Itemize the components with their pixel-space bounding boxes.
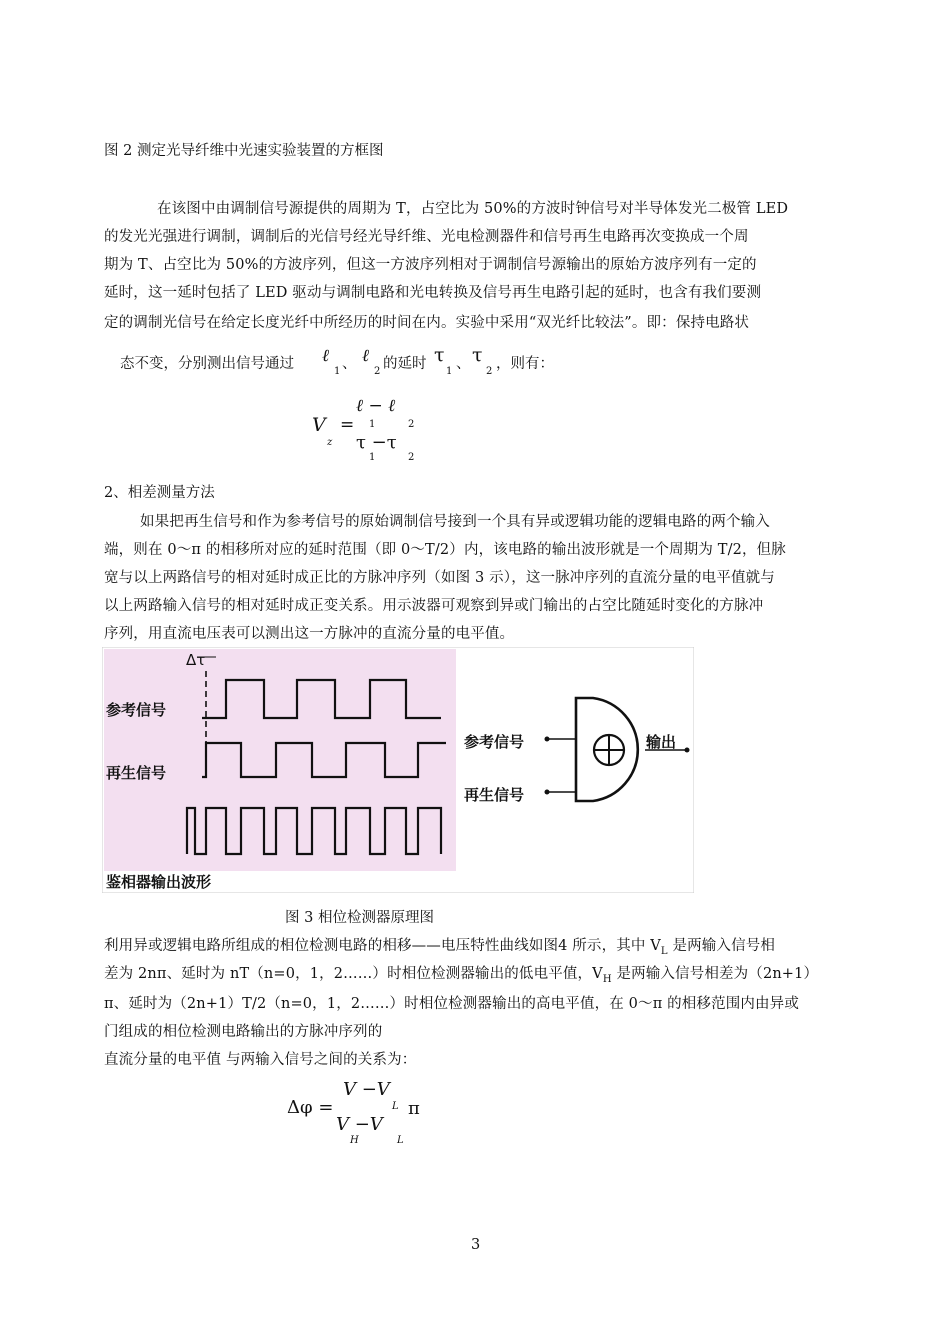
gate-input-regen-dot: [545, 790, 550, 795]
formula1-num-sub2: 2: [408, 419, 415, 430]
l2-symbol: ℓ: [362, 346, 370, 366]
tau2-symbol: τ: [472, 344, 483, 366]
l1-symbol: ℓ: [322, 346, 330, 366]
page-number: 3: [471, 1237, 481, 1253]
para3-vh-sub: H: [602, 973, 612, 985]
para3-line-1: [104, 934, 775, 957]
section-2-title: 2、相差测量方法: [104, 485, 215, 501]
para2-line-5: 序列，用直流电压表可以测出这一方脉冲的直流分量的电平值。: [104, 626, 515, 642]
para1-last-prefix: 态不变，分别测出信号通过: [120, 356, 294, 372]
tau1-subscript: 1: [446, 366, 453, 377]
formula1-denominator: τ −τ: [356, 432, 397, 453]
gate-reference-label: 参考信号: [464, 733, 525, 751]
formula1-eq: =: [340, 415, 355, 435]
para1-line-5: 定的调制光信号在给定长度光纤中所经历的时间在内。实验中采用“双光纤比较法”。即：保持电路状: [104, 315, 750, 331]
figure-3-svg: [102, 647, 694, 893]
formula2-numerator: V −V: [343, 1079, 390, 1100]
regenerated-signal-label: 再生信号: [106, 764, 167, 782]
para1-line-3: 期为 T、占空比为 50%的方波序列，但这一方波序列相对于调制信号源输出的原始方波序列有一定的: [104, 257, 757, 273]
para1-last-suffix: ，则有：: [496, 356, 554, 372]
para3-line-1a: 利用异或逻辑电路所组成的相位检测电路的相移——电压特性曲线如图4 所示，其中 V: [104, 938, 661, 954]
formula1-lhs-sub: z: [327, 437, 333, 448]
figure-3-phase-detector: [102, 647, 694, 893]
para3-line-4: 门组成的相位检测电路输出的方脉冲序列的: [104, 1024, 383, 1040]
l2-subscript: 2: [374, 366, 381, 377]
para2-line-2: 端，则在 0～π 的相移所对应的延时范围（即 0～T/2）内，该电路的输出波形就是一个周期为 T/2，但脉: [104, 542, 786, 558]
formula2-den-sub1: H: [350, 1135, 359, 1146]
para3-line-1b: 是两输入信号相: [667, 938, 776, 954]
gate-input-ref-dot: [545, 737, 550, 742]
para1-line-2: 的发光光强进行调制，调制后的光信号经光导纤维、光电检测器件和信号再生电路再次变换成一个周: [104, 229, 749, 245]
para2-line-1: 如果把再生信号和作为参考信号的原始调制信号接到一个具有异或逻辑功能的逻辑电路的两个输入: [140, 514, 770, 530]
para3-line-3: π、延时为（2n+1）T/2（n=0，1，2……）时相位检测器输出的高电平值，在 0～π 的相移范围内由异或: [104, 996, 799, 1012]
formula1-num-sub1: 1: [369, 419, 376, 430]
tau2-subscript: 2: [486, 366, 493, 377]
gate-regenerated-label: 再生信号: [464, 786, 525, 804]
para2-line-4: 以上两路输入信号的相对延时成正变关系。用示波器可观察到异或门输出的占空比随延时变化的方脉冲: [104, 598, 764, 614]
mid-text: 的延时: [383, 356, 427, 372]
fig2-caption: 图 2 测定光导纤维中光速实验装置的方框图: [104, 143, 384, 159]
formula2-den-sub2: L: [397, 1135, 404, 1146]
delta-tau-label: Δτ: [186, 651, 206, 669]
gate-output-dot: [685, 748, 690, 753]
para3-line-5: 直流分量的电平值 与两输入信号之间的关系为：: [104, 1052, 417, 1068]
sep-2: 、: [456, 356, 471, 372]
formula2-num-sub: L: [392, 1101, 399, 1112]
para1-line-1: 在该图中由调制信号源提供的周期为 T，占空比为 50%的方波时钟信号对半导体发光二极管 LED: [157, 201, 789, 217]
phase-detector-output-label: 鉴相器输出波形: [106, 873, 212, 891]
para2-line-3: 宽与以上两路信号的相对延时成正比的方脉冲序列（如图 3 示），这一脉冲序列的直流分量的电平值就与: [104, 570, 775, 586]
reference-signal-label: 参考信号: [106, 701, 167, 719]
formula1-numerator: ℓ − ℓ: [356, 396, 396, 416]
fig3-caption: 图 3 相位检测器原理图: [285, 910, 434, 926]
sep-1: 、: [342, 356, 357, 372]
formula2-pi: π: [408, 1098, 420, 1119]
formula1-den-sub2: 2: [408, 452, 415, 463]
para3-vl-sub: L: [660, 945, 668, 957]
formula2-denominator: V −V: [336, 1114, 383, 1135]
formula2-lhs: Δφ =: [287, 1097, 334, 1118]
para3-line-2b: 是两输入信号相差为（2n+1）: [611, 966, 819, 982]
para3-line-2: [104, 962, 818, 985]
formula1-den-sub1: 1: [369, 452, 376, 463]
waveform-background: [104, 649, 456, 871]
tau1-symbol: τ: [434, 344, 445, 366]
gate-output-label: 输出: [646, 733, 677, 751]
l1-subscript: 1: [334, 366, 341, 377]
formula1-lhs: V: [312, 414, 326, 436]
para1-line-4: 延时，这一延时包括了 LED 驱动与调制电路和光电转换及信号再生电路引起的延时，也含有我们要测: [104, 285, 762, 301]
para3-line-2a: 差为 2nπ、延时为 nT（n=0，1，2……）时相位检测器输出的低电平值，V: [104, 966, 603, 982]
